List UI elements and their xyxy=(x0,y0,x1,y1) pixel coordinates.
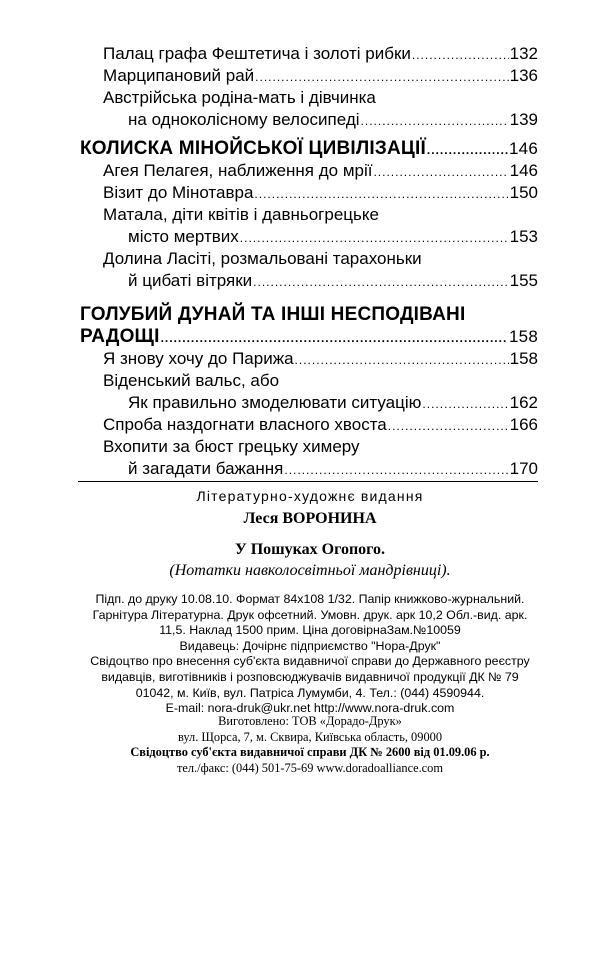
printer-line: тел./факс: (044) 501-75-69 www.doradoalliance.com xyxy=(176,760,444,775)
dot-leader xyxy=(427,139,508,161)
printer-line: Свідоцтво суб'єкта видавничої справи ДК № 2600 від 01.09.06 р. xyxy=(130,745,490,760)
dot-leader xyxy=(161,327,508,349)
dot-leader xyxy=(255,66,508,88)
toc-entry-title: й цибаті вітряки xyxy=(128,271,253,290)
dot-leader xyxy=(240,227,509,249)
spec-line: видавців, виготівників і розповсюджувачів видавничої продукції ДК № 79 xyxy=(101,669,519,684)
toc-entry xyxy=(80,248,538,270)
toc-entry xyxy=(80,370,538,392)
toc-entry xyxy=(80,87,538,109)
dot-leader xyxy=(284,459,508,481)
author-name xyxy=(70,510,550,528)
toc-page-number: 136 xyxy=(509,66,538,85)
spec-line: Гарнітура Літературна. Друк офсетний. Умовн. друк. арк 10,2 Обл.-вид. арк. xyxy=(92,607,528,622)
toc-entry xyxy=(80,182,538,204)
divider-line xyxy=(78,481,538,482)
toc-entry xyxy=(80,436,538,458)
toc-entry-title: Вхопити за бюст грецьку химеру xyxy=(103,437,360,456)
spec-line: 11,5. Наклад 1500 прим. Ціна договірнаЗам.№10059 xyxy=(159,623,461,638)
toc-page-number: 155 xyxy=(509,271,538,290)
toc-entry xyxy=(80,270,538,292)
toc-entry-title: на одноколісному велосипеді xyxy=(128,110,360,129)
toc-entry-title: Палац графа Фештетича і золоті рибки xyxy=(103,44,411,63)
author-last-name: ВОРОНИНА xyxy=(282,510,377,527)
toc-entry-title: ГОЛУБИЙ ДУНАЙ ТА ІНШІ НЕСПОДІВАНІ xyxy=(80,304,466,325)
toc-entry-title: РАДОЩІ xyxy=(80,326,160,347)
toc-entry xyxy=(80,226,538,248)
toc-entry-title: КОЛИСКА МІНОЙСЬКОЇ ЦИВІЛІЗАЦІЇ xyxy=(80,138,426,159)
toc-entry-title: Агея Пелагея, наближення до мрії xyxy=(103,161,373,180)
spec-line: E-mail: nora-druk@ukr.net http://www.nora-druk.com xyxy=(165,701,455,716)
toc-page-number: 139 xyxy=(509,110,538,129)
toc-entry xyxy=(80,204,538,226)
toc-section-entry xyxy=(80,326,538,348)
toc-entry-title: Віденський вальс, або xyxy=(103,371,280,390)
author-first-name: Леся xyxy=(243,510,279,527)
spec-line: 01042, м. Київ, вул. Патріса Лумумби, 4. Тел.: (044) 4590944. xyxy=(135,685,485,700)
printer-info xyxy=(70,714,550,776)
toc-entry xyxy=(80,65,538,87)
dot-leader xyxy=(253,271,508,293)
toc-page-number: 158 xyxy=(509,327,538,346)
spec-line: Видавець: Дочірнє підприємство "Нора-Друк" xyxy=(179,638,441,653)
book-subtitle: (Нотатки навколосвітньої мандрівниці). xyxy=(169,562,451,579)
toc-page-number: 158 xyxy=(509,349,538,368)
toc-page-number: 153 xyxy=(509,227,538,246)
toc-section-entry xyxy=(80,304,538,326)
toc-entry xyxy=(80,160,538,182)
printer-line: Виготовлено: ТОВ «Дорадо-Друк» xyxy=(218,714,402,728)
toc-entry xyxy=(80,392,538,414)
toc-entry xyxy=(80,43,538,65)
toc-entry-title: Долина Ласіті, розмальовані тарахоньки xyxy=(103,249,422,268)
dot-leader xyxy=(254,183,508,205)
toc-page-number: 150 xyxy=(509,183,538,202)
dot-leader xyxy=(373,161,508,183)
dot-leader xyxy=(412,44,509,66)
table-of-contents xyxy=(80,43,538,480)
publication-specs xyxy=(70,592,550,717)
toc-entry-title: Візит до Мінотавра xyxy=(103,183,254,202)
toc-page-number: 162 xyxy=(509,393,538,412)
toc-page-number: 132 xyxy=(509,44,538,63)
edition-kind: Літературно-художнє видання xyxy=(196,488,424,504)
toc-entry xyxy=(80,109,538,131)
toc-entry xyxy=(80,414,538,436)
dot-leader xyxy=(388,415,509,437)
toc-entry xyxy=(80,458,538,480)
dot-leader xyxy=(422,393,508,415)
dot-leader xyxy=(295,349,509,371)
printer-line: вул. Щорса, 7, м. Сквира, Київська область, 09000 xyxy=(177,729,443,744)
dot-leader xyxy=(361,110,509,132)
toc-entry-title: Австрійська родіна-мать і дівчинка xyxy=(103,88,376,107)
toc-entry-title: Як правильно змоделювати ситуацію xyxy=(128,393,422,412)
toc-section-entry xyxy=(80,138,538,160)
toc-entry-title: Я знову хочу до Парижа xyxy=(103,349,294,368)
toc-entry xyxy=(80,348,538,370)
toc-entry-title: Спроба наздогнати власного хвоста xyxy=(103,415,387,434)
toc-page-number: 146 xyxy=(509,139,538,158)
toc-page-number: 166 xyxy=(509,415,538,434)
toc-spacer xyxy=(80,131,538,138)
toc-entry-title: Марципановий рай xyxy=(103,66,255,85)
toc-spacer xyxy=(80,292,538,304)
toc-entry-title: Матала, діти квітів і давньогрецьке xyxy=(103,205,379,224)
book-title: У Пошуках Огопого. xyxy=(234,541,386,558)
spec-line: Свідоцтво про внесення суб'єкта видавничої справи до Державного реєстру xyxy=(90,654,530,669)
toc-entry-title: й загадати бажання xyxy=(128,459,284,478)
toc-entry-title: місто мертвих xyxy=(128,227,239,246)
toc-page-number: 170 xyxy=(509,459,538,478)
toc-page-number: 146 xyxy=(509,161,538,180)
spec-line: Підп. до друку 10.08.10. Формат 84х108 1/32. Папір книжково-журнальний. xyxy=(95,592,525,606)
